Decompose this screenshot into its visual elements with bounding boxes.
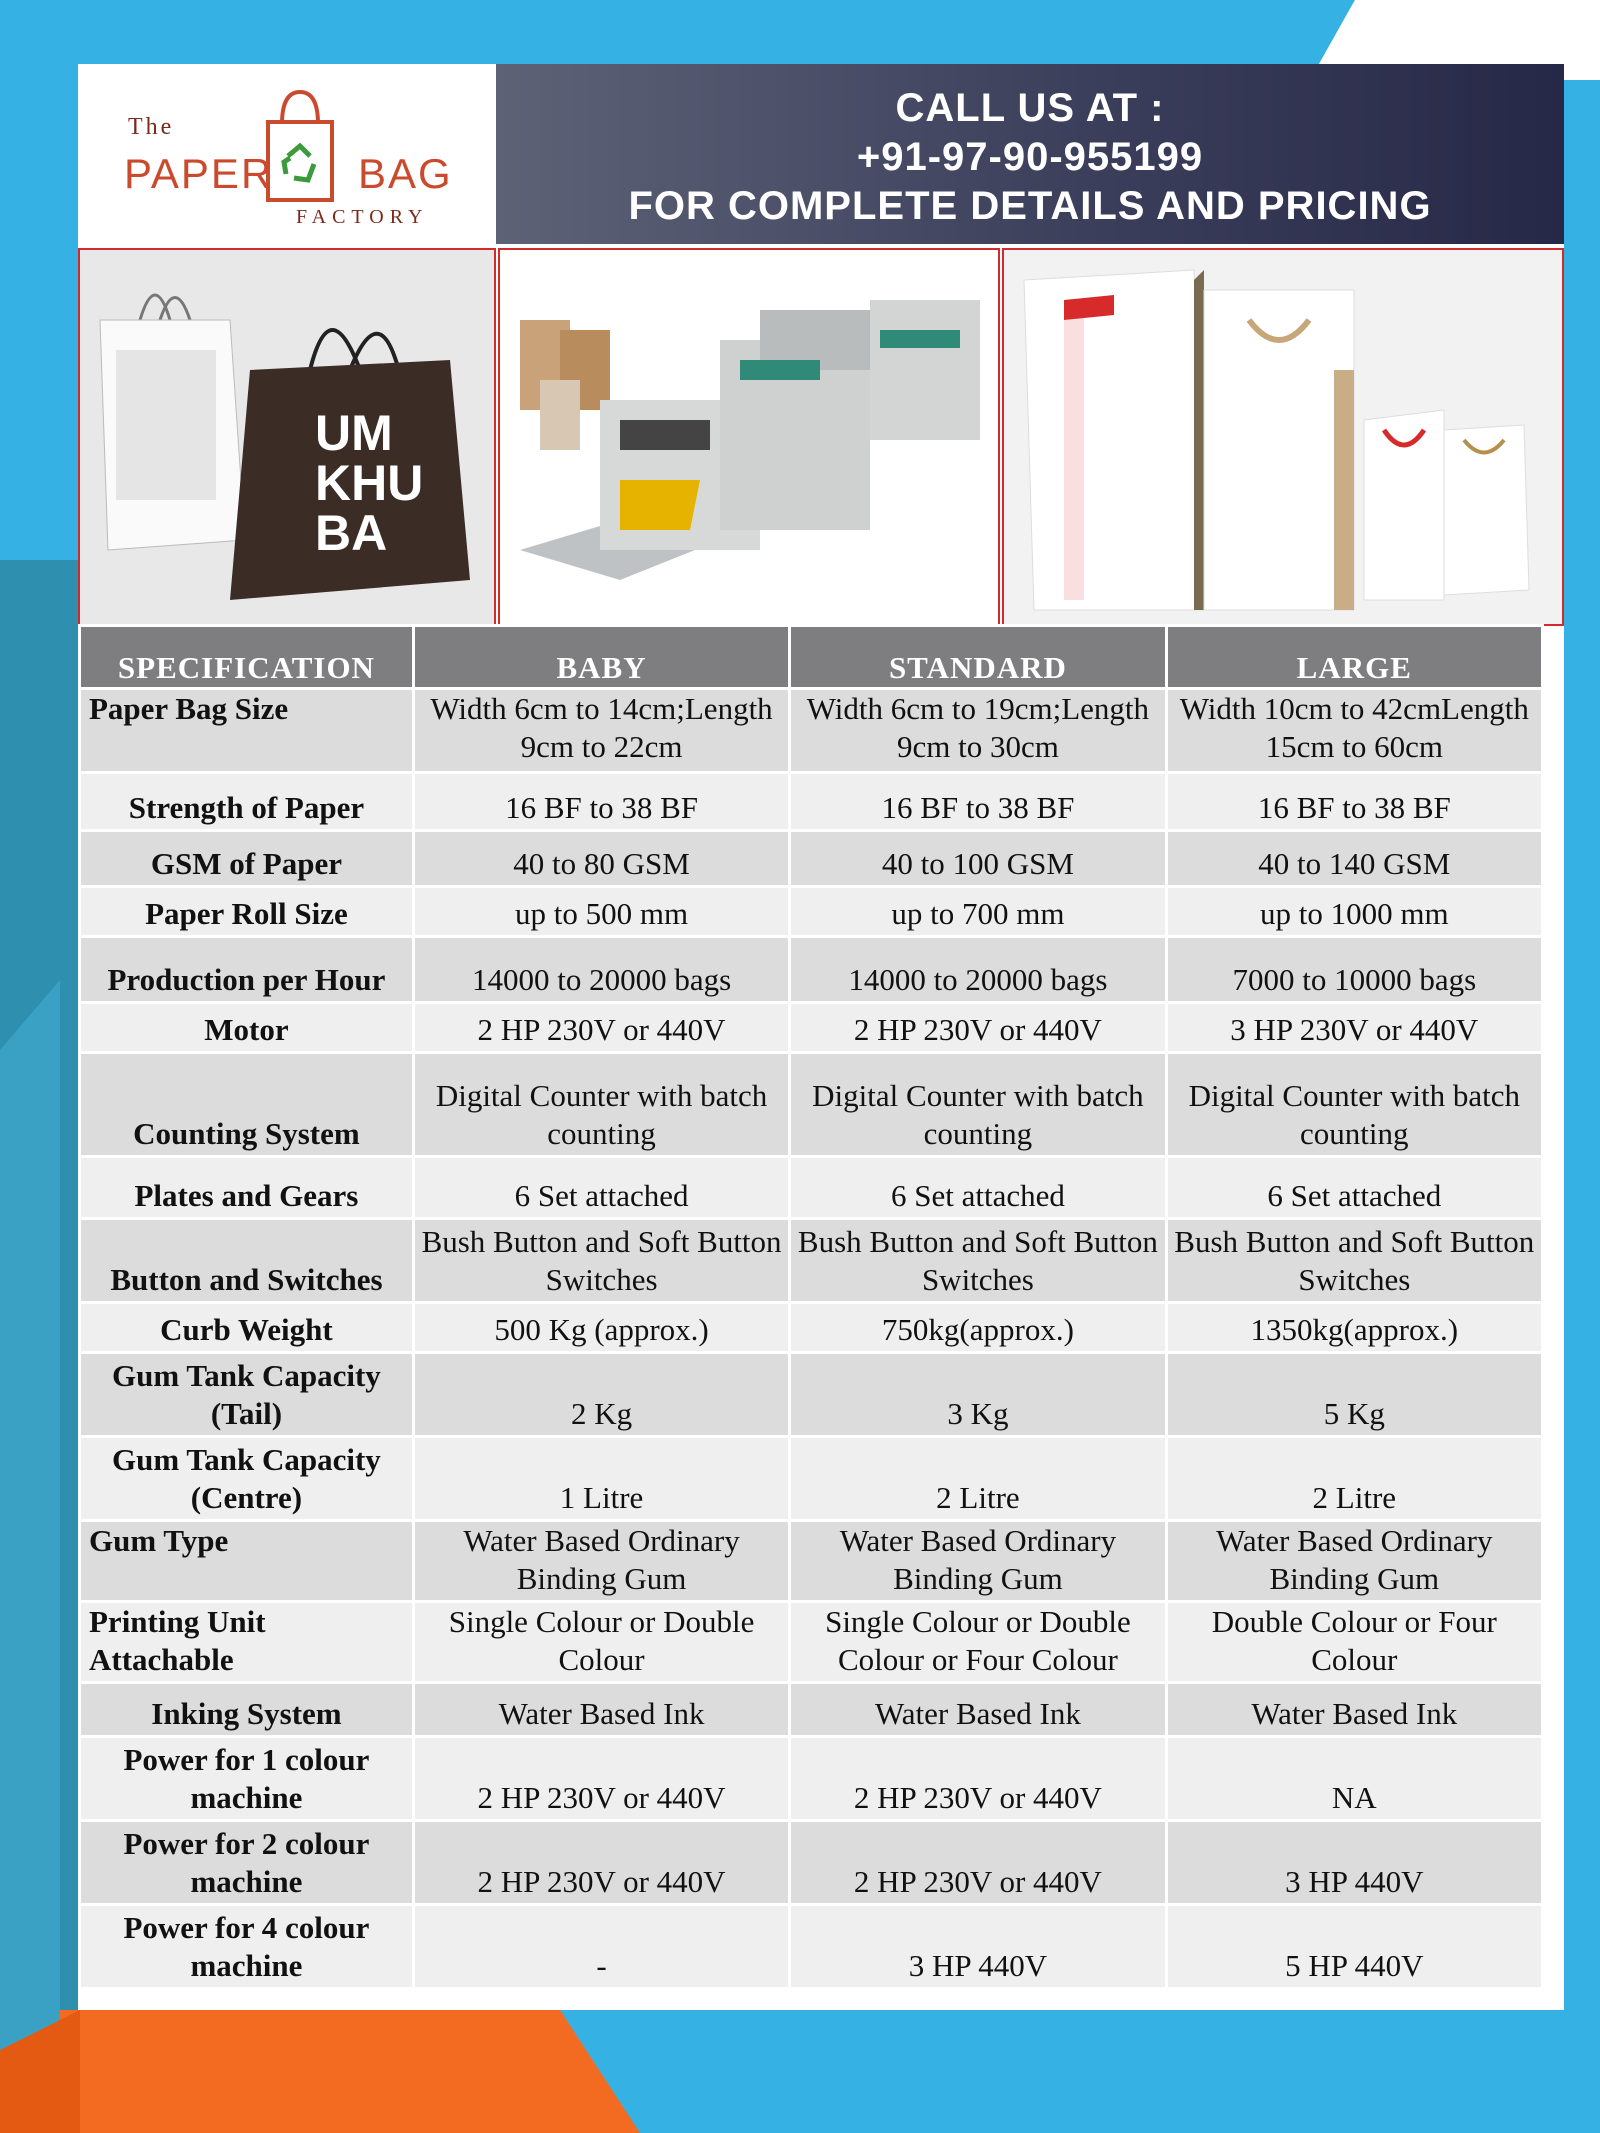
cell-baby: Width 6cm to 14cm;Length 9cm to 22cm — [413, 689, 789, 773]
svg-text:KHU: KHU — [315, 455, 424, 511]
logo-the: The — [128, 114, 175, 140]
cell-baby: Digital Counter with batch counting — [413, 1053, 789, 1157]
brochure-sheet — [78, 64, 1564, 2010]
cell-baby: Single Colour or Double Colour — [413, 1602, 789, 1683]
row-label: Button and Switches — [80, 1219, 414, 1303]
cell-standard: 40 to 100 GSM — [790, 831, 1166, 887]
cell-baby: Water Based Ink — [413, 1683, 789, 1737]
white-carry-bags-image — [1004, 250, 1562, 624]
cell-large: Digital Counter with batch counting — [1166, 1053, 1542, 1157]
table-row — [80, 1053, 1543, 1157]
cell-large: 7000 to 10000 bags — [1166, 937, 1542, 1003]
cell-large: NA — [1166, 1737, 1542, 1821]
cell-baby: 2 HP 230V or 440V — [413, 1737, 789, 1821]
row-label: Counting System — [80, 1053, 414, 1157]
cell-baby: Water Based Ordinary Binding Gum — [413, 1521, 789, 1602]
cell-large: Bush Button and Soft Button Switches — [1166, 1219, 1542, 1303]
table-row — [80, 937, 1543, 1003]
call-us-label: CALL US AT : — [895, 86, 1165, 130]
table-row — [80, 1437, 1543, 1521]
paper-bag-recycle-icon — [260, 84, 340, 204]
row-label: Printing Unit Attachable — [80, 1602, 414, 1683]
logo-paper: PAPER — [124, 150, 274, 197]
cell-large: 3 HP 440V — [1166, 1821, 1542, 1905]
cell-baby: 16 BF to 38 BF — [413, 773, 789, 831]
header — [78, 64, 1564, 244]
row-label: GSM of Paper — [80, 831, 414, 887]
cell-standard: 2 HP 230V or 440V — [790, 1003, 1166, 1053]
cell-large: Water Based Ink — [1166, 1683, 1542, 1737]
cell-large: Water Based Ordinary Binding Gum — [1166, 1521, 1542, 1602]
cell-baby: 6 Set attached — [413, 1157, 789, 1219]
row-label: Motor — [80, 1003, 414, 1053]
table-header-row — [80, 626, 1543, 689]
header-large: LARGE — [1166, 626, 1542, 689]
row-label: Gum Tank Capacity (Tail) — [80, 1353, 414, 1437]
cell-large: 5 Kg — [1166, 1353, 1542, 1437]
row-label: Production per Hour — [80, 937, 414, 1003]
cell-baby: Bush Button and Soft Button Switches — [413, 1219, 789, 1303]
cell-standard: Single Colour or Double Colour or Four Colour — [790, 1602, 1166, 1683]
table-row — [80, 1157, 1543, 1219]
cell-standard: Digital Counter with batch counting — [790, 1053, 1166, 1157]
cell-large: 3 HP 230V or 440V — [1166, 1003, 1542, 1053]
cell-baby: 1 Litre — [413, 1437, 789, 1521]
cell-standard: Width 6cm to 19cm;Length 9cm to 30cm — [790, 689, 1166, 773]
header-specification: SPECIFICATION — [80, 626, 414, 689]
row-label: Paper Roll Size — [80, 887, 414, 937]
header-standard: STANDARD — [790, 626, 1166, 689]
cell-standard: 16 BF to 38 BF — [790, 773, 1166, 831]
table-row — [80, 1521, 1543, 1602]
table-row — [80, 1353, 1543, 1437]
table-row — [80, 1737, 1543, 1821]
row-label: Gum Tank Capacity (Centre) — [80, 1437, 414, 1521]
cell-large: 2 Litre — [1166, 1437, 1542, 1521]
table-row — [80, 773, 1543, 831]
cell-baby: 14000 to 20000 bags — [413, 937, 789, 1003]
cell-large: Double Colour or Four Colour — [1166, 1602, 1542, 1683]
cell-baby: 2 HP 230V or 440V — [413, 1003, 789, 1053]
row-label: Gum Type — [80, 1521, 414, 1602]
table-row — [80, 689, 1543, 773]
printed-bags-image — [80, 250, 494, 624]
svg-text:BA: BA — [315, 505, 388, 561]
photo-white-bags — [1002, 248, 1564, 626]
table-row — [80, 887, 1543, 937]
cell-standard: 2 HP 230V or 440V — [790, 1821, 1166, 1905]
cell-large: 40 to 140 GSM — [1166, 831, 1542, 887]
row-label: Curb Weight — [80, 1303, 414, 1353]
cell-standard: up to 700 mm — [790, 887, 1166, 937]
cell-large: 5 HP 440V — [1166, 1905, 1542, 1989]
cell-standard: 6 Set attached — [790, 1157, 1166, 1219]
row-label: Power for 1 colour machine — [80, 1737, 414, 1821]
table-row — [80, 1683, 1543, 1737]
cell-standard: 2 Litre — [790, 1437, 1166, 1521]
cell-standard: Water Based Ink — [790, 1683, 1166, 1737]
header-baby: BABY — [413, 626, 789, 689]
specification-table — [78, 624, 1544, 1990]
cell-large: 6 Set attached — [1166, 1157, 1542, 1219]
cell-standard: 3 HP 440V — [790, 1905, 1166, 1989]
cell-baby: 2 HP 230V or 440V — [413, 1821, 789, 1905]
product-photos — [78, 248, 1564, 628]
cell-baby: 40 to 80 GSM — [413, 831, 789, 887]
cell-standard: 750kg(approx.) — [790, 1303, 1166, 1353]
cell-baby: 2 Kg — [413, 1353, 789, 1437]
table-row — [80, 1219, 1543, 1303]
cell-large: 1350kg(approx.) — [1166, 1303, 1542, 1353]
row-label: Inking System — [80, 1683, 414, 1737]
row-label: Power for 4 colour machine — [80, 1905, 414, 1989]
cell-standard: Water Based Ordinary Binding Gum — [790, 1521, 1166, 1602]
cell-baby: up to 500 mm — [413, 887, 789, 937]
photo-bag-machine — [498, 248, 1000, 626]
photo-printed-bags — [78, 248, 496, 626]
call-us-banner — [496, 64, 1564, 244]
table-row — [80, 1303, 1543, 1353]
table-row — [80, 831, 1543, 887]
cell-baby: 500 Kg (approx.) — [413, 1303, 789, 1353]
row-label: Plates and Gears — [80, 1157, 414, 1219]
cell-large: up to 1000 mm — [1166, 887, 1542, 937]
logo-factory: FACTORY — [296, 206, 429, 228]
table-row — [80, 1602, 1543, 1683]
cell-large: Width 10cm to 42cmLength 15cm to 60cm — [1166, 689, 1542, 773]
row-label: Paper Bag Size — [80, 689, 414, 773]
cell-standard: 3 Kg — [790, 1353, 1166, 1437]
bag-print-text: UM — [315, 405, 393, 461]
row-label: Power for 2 colour machine — [80, 1821, 414, 1905]
call-us-subtitle: FOR COMPLETE DETAILS AND PRICING — [628, 184, 1432, 228]
cell-baby: - — [413, 1905, 789, 1989]
table-row — [80, 1821, 1543, 1905]
logo-bag: BAG — [358, 150, 453, 197]
row-label: Strength of Paper — [80, 773, 414, 831]
table-row — [80, 1003, 1543, 1053]
phone-number[interactable]: +91-97-90-955199 — [856, 135, 1204, 179]
cell-large: 16 BF to 38 BF — [1166, 773, 1542, 831]
cell-standard: 2 HP 230V or 440V — [790, 1737, 1166, 1821]
company-logo — [78, 64, 494, 244]
cell-standard: Bush Button and Soft Button Switches — [790, 1219, 1166, 1303]
table-row — [80, 1905, 1543, 1989]
cell-standard: 14000 to 20000 bags — [790, 937, 1166, 1003]
bag-making-machine-image — [500, 250, 998, 624]
